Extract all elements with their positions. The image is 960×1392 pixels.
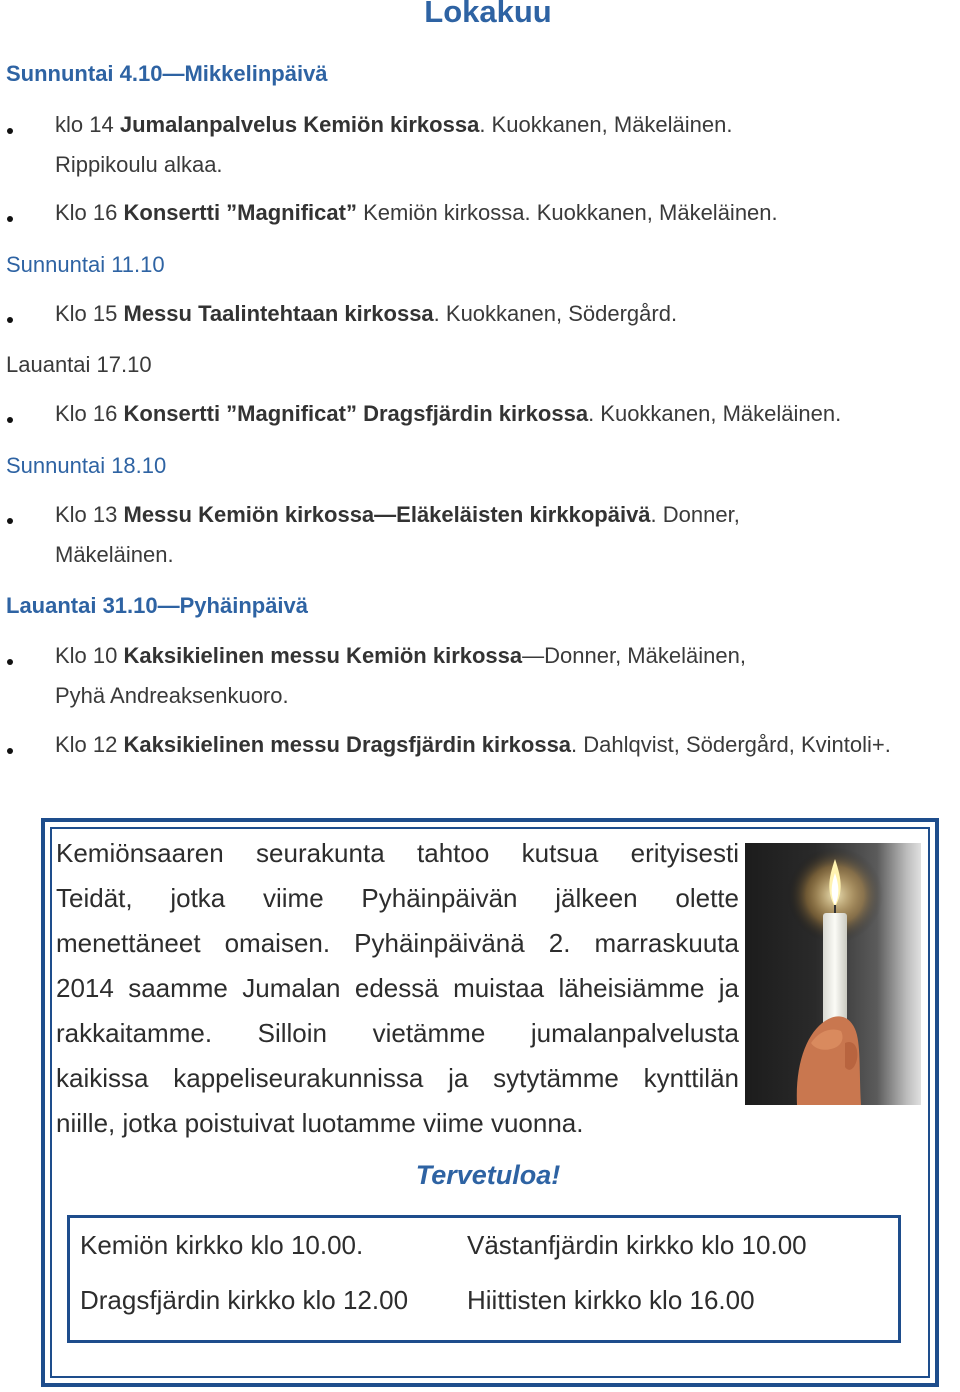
invitation-line: kaikissa kappeliseurakunnissa ja sytytämme kynttilän: [56, 1063, 739, 1093]
invitation-line: rakkaitamme. Silloin vietämme jumalanpalvelusta: [56, 1018, 739, 1048]
event-item: [55, 193, 955, 233]
event-details: Kemiön kirkossa. Kuokkanen, Mäkeläinen.: [356, 200, 778, 225]
day-heading: Sunnuntai 11.10: [6, 252, 165, 277]
event-time: Klo 16: [55, 401, 124, 426]
event-details: —Donner, Mäkeläinen,: [522, 643, 746, 668]
bullet-icon: [7, 128, 13, 134]
event-time: Klo 15: [55, 301, 124, 326]
day-heading: Lauantai 31.10—Pyhäinpäivä: [6, 593, 309, 618]
event-item: [55, 636, 955, 716]
event-details-line2: Pyhä Andreaksenkuoro.: [55, 683, 289, 708]
event-time: Klo 10: [55, 643, 124, 668]
service-times-box: [67, 1215, 901, 1343]
event-details-line2: Mäkeläinen.: [55, 542, 174, 567]
event-title: Messu Taalintehtaan kirkossa: [123, 301, 434, 326]
event-item: [55, 294, 955, 334]
invitation-line: Teidät, jotka viime Pyhäinpäivän jälkeen olette: [56, 883, 739, 913]
event-details: . Kuokkanen, Mäkeläinen.: [479, 112, 733, 137]
bullet-icon: [7, 417, 13, 423]
event-title: Messu Kemiön kirkossa—Eläkeläisten kirkkopäivä: [123, 502, 651, 527]
service-time: Västanfjärdin kirkko klo 10.00: [467, 1230, 807, 1260]
event-title: Konsertti ”Magnificat”: [123, 200, 357, 225]
event-item: [55, 105, 955, 185]
invitation-line: menettäneet omaisen. Pyhäinpäivänä 2. marraskuuta: [56, 928, 739, 958]
bullet-icon: [7, 317, 13, 323]
page-title: Lokakuu: [424, 0, 552, 29]
welcome-text: Tervetuloa!: [415, 1160, 561, 1190]
bullet-icon: [7, 659, 13, 665]
day-heading: Sunnuntai 4.10—Mikkelinpäivä: [6, 61, 328, 86]
event-details-line2: Rippikoulu alkaa.: [55, 152, 223, 177]
bullet-icon: [7, 216, 13, 222]
event-title: Jumalanpalvelus Kemiön kirkossa: [119, 112, 480, 137]
service-time: Hiittisten kirkko klo 16.00: [467, 1285, 755, 1315]
candle-photo: [745, 843, 921, 1105]
event-details: . Donner,: [650, 502, 740, 527]
bullet-icon: [7, 748, 13, 754]
day-heading: Lauantai 17.10: [6, 352, 152, 377]
day-heading: Sunnuntai 18.10: [6, 453, 167, 478]
event-title: Kaksikielinen messu Kemiön kirkossa: [123, 643, 523, 668]
event-time: Klo 12: [55, 732, 124, 757]
event-details: . Kuokkanen, Södergård.: [433, 301, 678, 326]
invitation-line: 2014 saamme Jumalan edessä muistaa läheisiämme ja: [56, 973, 739, 1003]
event-item: [55, 495, 955, 575]
bullet-icon: [7, 518, 13, 524]
event-item: [55, 394, 955, 434]
invitation-line: Kemiönsaaren seurakunta tahtoo kutsua erityisesti: [56, 838, 739, 868]
invitation-line: niille, jotka poistuivat luotamme viime vuonna.: [56, 1108, 584, 1138]
service-time: Kemiön kirkko klo 10.00.: [80, 1230, 364, 1260]
event-title: Konsertti ”Magnificat” Dragsfjärdin kirkossa: [123, 401, 589, 426]
event-details: . Kuokkanen, Mäkeläinen.: [588, 401, 842, 426]
service-time: Dragsfjärdin kirkko klo 12.00: [80, 1285, 409, 1315]
invitation-text: [56, 831, 739, 1146]
event-details: . Dahlqvist, Södergård, Kvintoli+.: [571, 732, 891, 757]
event-time: Klo 13: [55, 502, 124, 527]
event-title: Kaksikielinen messu Dragsfjärdin kirkossa: [123, 732, 572, 757]
event-time: klo 14: [55, 112, 120, 137]
candle-icon: [745, 843, 921, 1105]
event-item: [55, 725, 955, 765]
event-time: Klo 16: [55, 200, 124, 225]
